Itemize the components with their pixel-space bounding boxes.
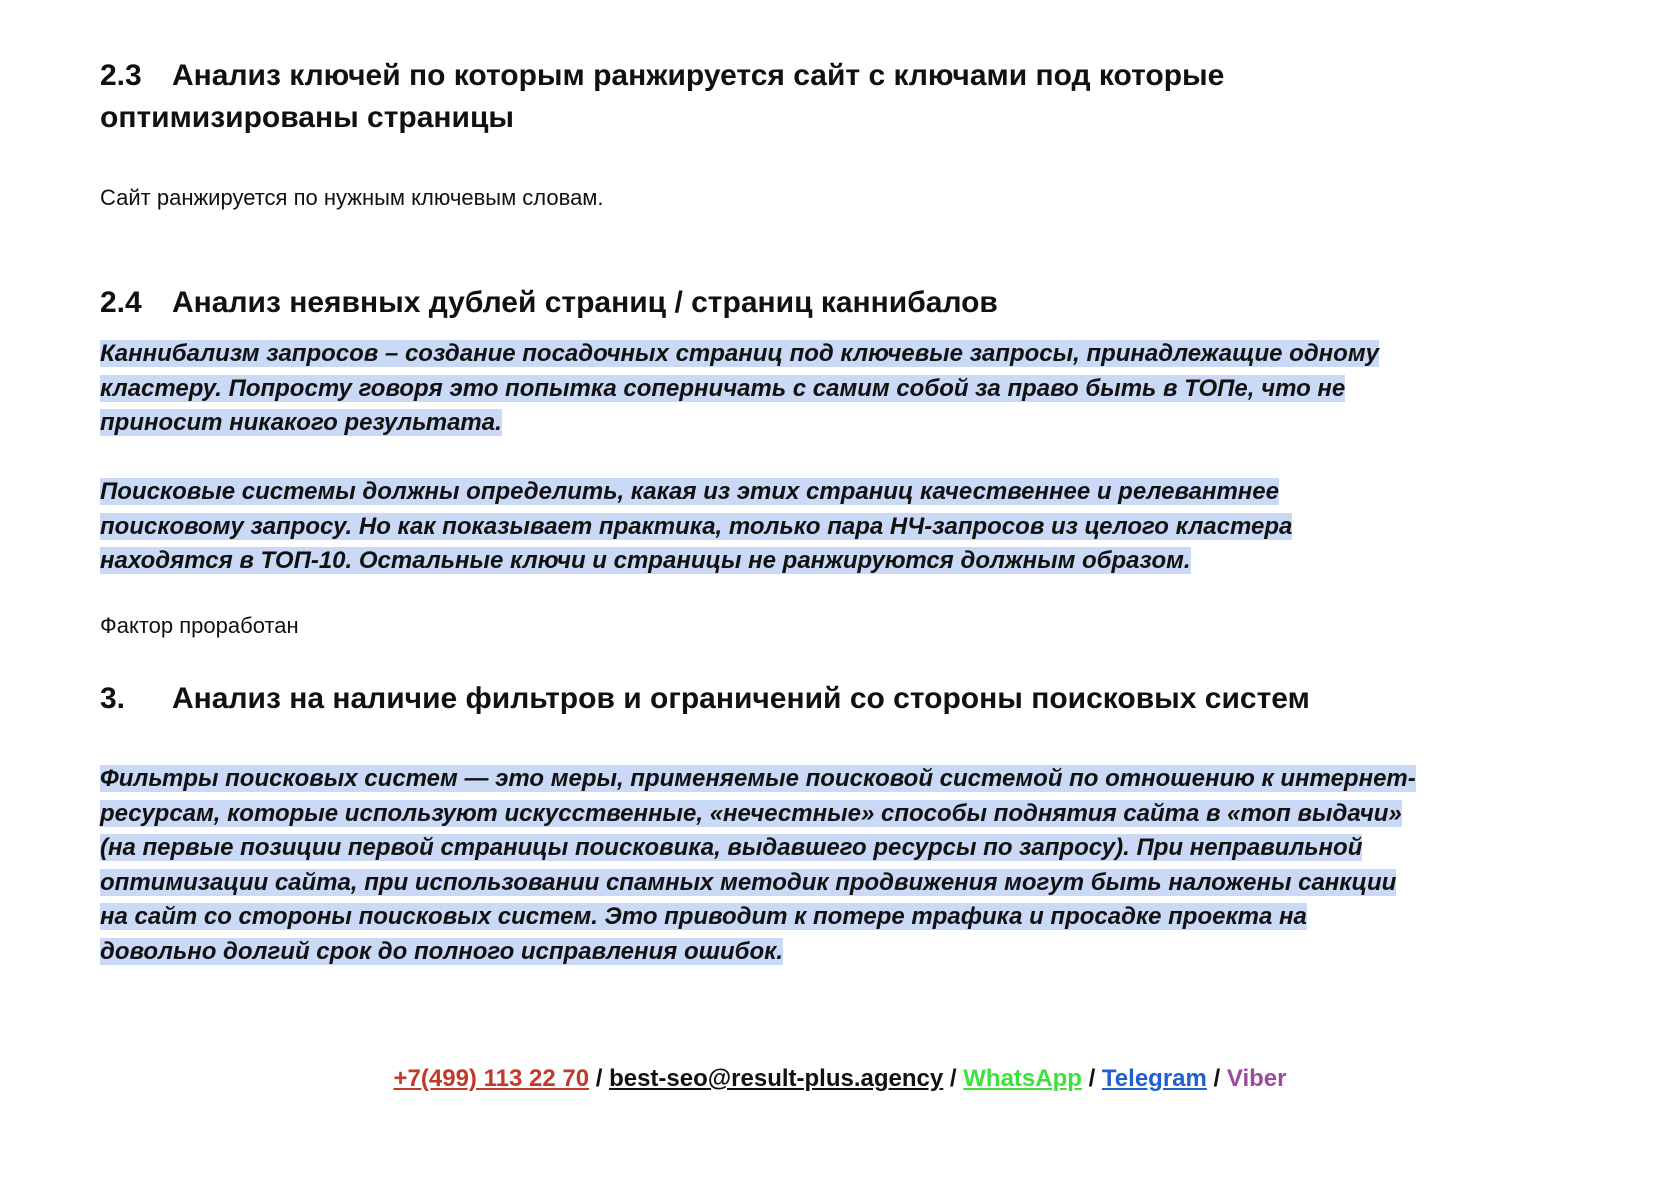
separator: / — [943, 1065, 964, 1092]
text-line: на сайт со стороны поисковых систем. Это приводит к потере трафика и просадке проекта на — [100, 903, 1307, 930]
telegram-link[interactable]: Telegram — [1101, 1065, 1207, 1092]
contact-footer — [0, 1064, 1680, 1094]
separator: / — [1081, 1065, 1102, 1092]
filters-paragraph — [100, 762, 1416, 969]
text-line: ресурсам, которые используют искусственные, «нечестные» способы поднятия сайта в «топ выдачи» — [100, 799, 1402, 827]
text-line: приносит никакого результата. — [100, 409, 502, 436]
section-3-title: Анализ на наличие фильтров и ограничений со стороны поисковых систем — [172, 682, 1310, 715]
section-2-3-body: Сайт ранжируется по нужным ключевым словам. — [100, 185, 604, 210]
section-2-4-number: 2.4 — [100, 286, 142, 319]
text-line: Каннибализм запросов – создание посадочных страниц под ключевые запросы, принадлежащие одному — [100, 340, 1379, 367]
section-2-3-heading-cont — [100, 97, 514, 139]
text-line: довольно долгий срок до полного исправления ошибок. — [100, 937, 783, 965]
text-line: Поисковые системы должны определить, какая из этих страниц качественнее и релевантнее — [100, 478, 1279, 505]
text-line: поисковому запросу. Но как показывает практика, только пара НЧ-запросов из целого кластера — [100, 512, 1293, 540]
text-line: Фильтры поисковых систем — это меры, применяемые поисковой системой по отношению к интернет- — [100, 765, 1416, 792]
email-link[interactable]: best-seo@result-plus.agency — [609, 1065, 944, 1092]
search-engines-paragraph — [100, 475, 1292, 579]
section-2-3-title-line1: Анализ ключей по которым ранжируется сайт с ключами под которые — [172, 59, 1225, 92]
cannibalism-definition — [100, 337, 1379, 441]
phone-link[interactable]: +7(499) 113 22 70 — [393, 1065, 590, 1092]
whatsapp-link[interactable]: WhatsApp — [963, 1065, 1082, 1092]
text-line: находятся в ТОП-10. Остальные ключи и страницы не ранжируются должным образом. — [100, 547, 1191, 574]
section-3-number: 3. — [100, 682, 126, 715]
text-line: (на первые позиции первой страницы поисковика, выдавшего ресурсы по запросу). При неправильной — [100, 834, 1363, 861]
section-2-3-title-line2: оптимизированы страницы — [100, 101, 515, 134]
separator: / — [589, 1065, 610, 1092]
section-2-3-number: 2.3 — [100, 59, 142, 92]
section-2-3-heading — [100, 55, 1224, 97]
text-line: кластеру. Попросту говоря это попытка соперничать с самим собой за право быть в ТОПе, что не — [100, 374, 1346, 402]
section-2-4-status: Фактор проработан — [100, 613, 299, 638]
section-2-4-title: Анализ неявных дублей страниц / страниц каннибалов — [172, 286, 998, 319]
text-line: оптимизации сайта, при использовании спамных методик продвижения могут быть наложены санкции — [100, 868, 1397, 896]
section-2-4-heading — [100, 282, 998, 324]
viber-label[interactable]: Viber — [1226, 1065, 1287, 1092]
section-3-heading — [100, 678, 1310, 720]
separator: / — [1206, 1065, 1227, 1092]
